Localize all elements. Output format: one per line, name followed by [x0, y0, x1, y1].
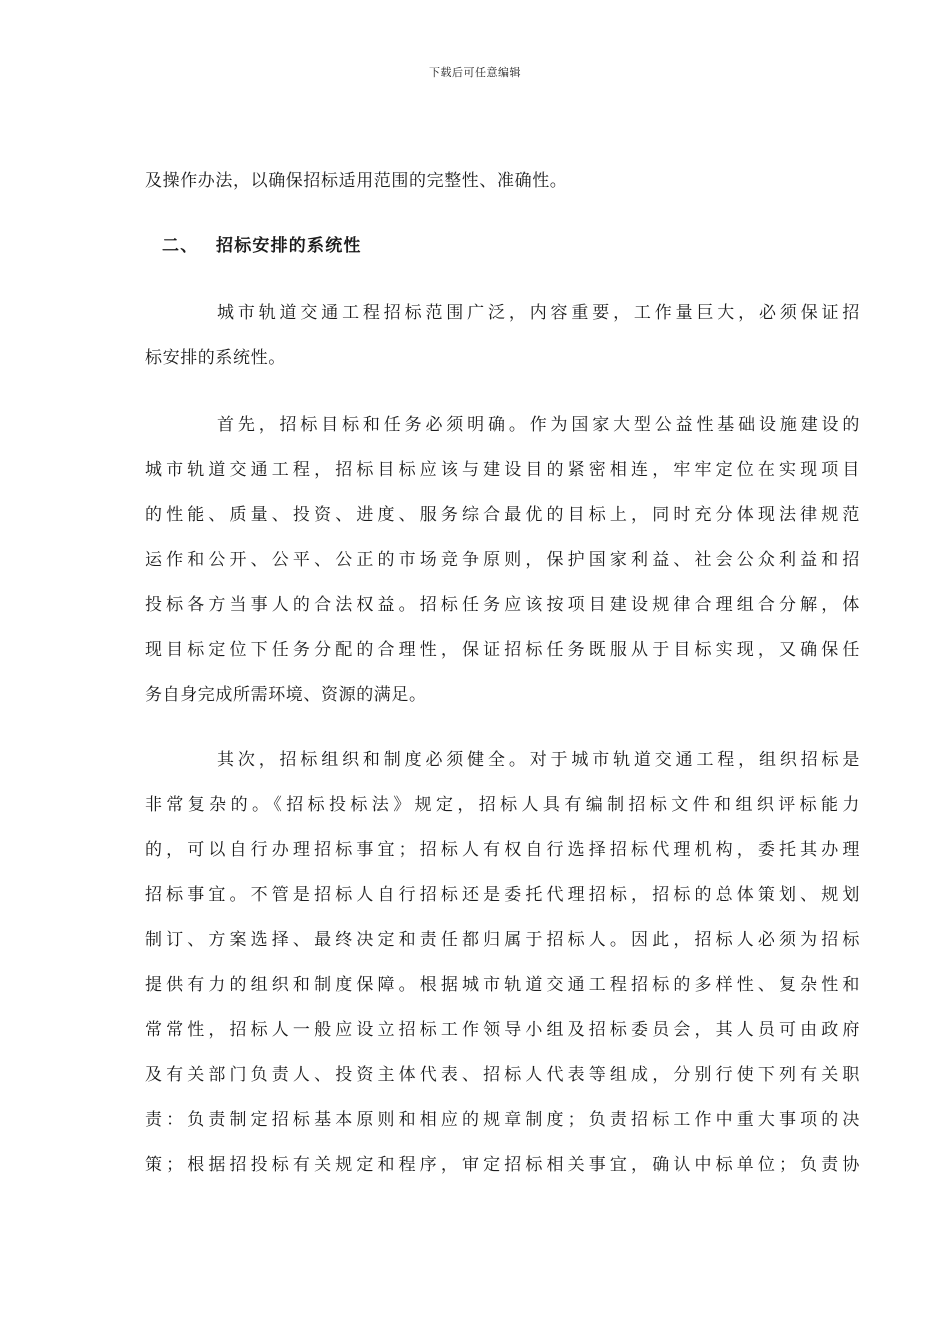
section-title: 招标安排的系统性	[216, 236, 362, 256]
paragraph-1	[145, 302, 860, 369]
text-line: 标安排的系统性。	[145, 348, 286, 368]
text-line: 招标事宜。不管是招标人自行招标还是委托代理招标，招标的总体策划、规划	[145, 885, 860, 905]
section-heading	[162, 235, 362, 257]
header-note: 下载后可任意编辑	[429, 66, 521, 79]
text-line: 现目标定位下任务分配的合理性，保证招标任务既服从于目标实现，又确保任	[145, 640, 860, 660]
text-line: 策；根据招投标有关规定和程序，审定招标相关事宜，确认中标单位；负责协	[145, 1155, 860, 1175]
text-line: 首先，招标目标和任务必须明确。作为国家大型公益性基础设施建设的	[217, 415, 860, 435]
section-number: 二、	[162, 236, 199, 256]
text-line: 提供有力的组织和制度保障。根据城市轨道交通工程招标的多样性、复杂性和	[145, 975, 860, 995]
text-line: 制订、方案选择、最终决定和责任都归属于招标人。因此，招标人必须为招标	[145, 930, 860, 950]
paragraph-continuation	[145, 170, 860, 192]
text-line: 投标各方当事人的合法权益。招标任务应该按项目建设规律合理组合分解，体	[145, 595, 860, 615]
text-line: 常常性，招标人一般应设立招标工作领导小组及招标委员会，其人员可由政府	[145, 1020, 860, 1040]
text-line: 的性能、质量、投资、进度、服务综合最优的目标上，同时充分体现法律规范	[145, 505, 860, 525]
text-line: 非常复杂的。《招标投标法》规定，招标人具有编制招标文件和组织评标能力	[145, 795, 860, 815]
paragraph-2	[145, 414, 860, 706]
text-line: 城市轨道交通工程招标范围广泛，内容重要，工作量巨大，必须保证招	[217, 303, 860, 323]
text-line: 城市轨道交通工程，招标目标应该与建设目的紧密相连，牢牢定位在实现项目	[145, 460, 860, 480]
text-line: 运作和公开、公平、公正的市场竞争原则，保护国家利益、社会公众利益和招	[145, 550, 860, 570]
text-line: 及操作办法，以确保招标适用范围的完整性、准确性。	[145, 171, 568, 191]
text-line: 责：负责制定招标基本原则和相应的规章制度；负责招标工作中重大事项的决	[145, 1110, 860, 1130]
text-line: 其次，招标组织和制度必须健全。对于城市轨道交通工程，组织招标是	[217, 750, 860, 770]
paragraph-3	[145, 749, 860, 1176]
text-line: 及有关部门负责人、投资主体代表、招标人代表等组成，分别行使下列有关职	[145, 1065, 860, 1085]
text-line: 务自身完成所需环境、资源的满足。	[145, 685, 427, 705]
text-line: 的，可以自行办理招标事宜；招标人有权自行选择招标代理机构，委托其办理	[145, 840, 860, 860]
